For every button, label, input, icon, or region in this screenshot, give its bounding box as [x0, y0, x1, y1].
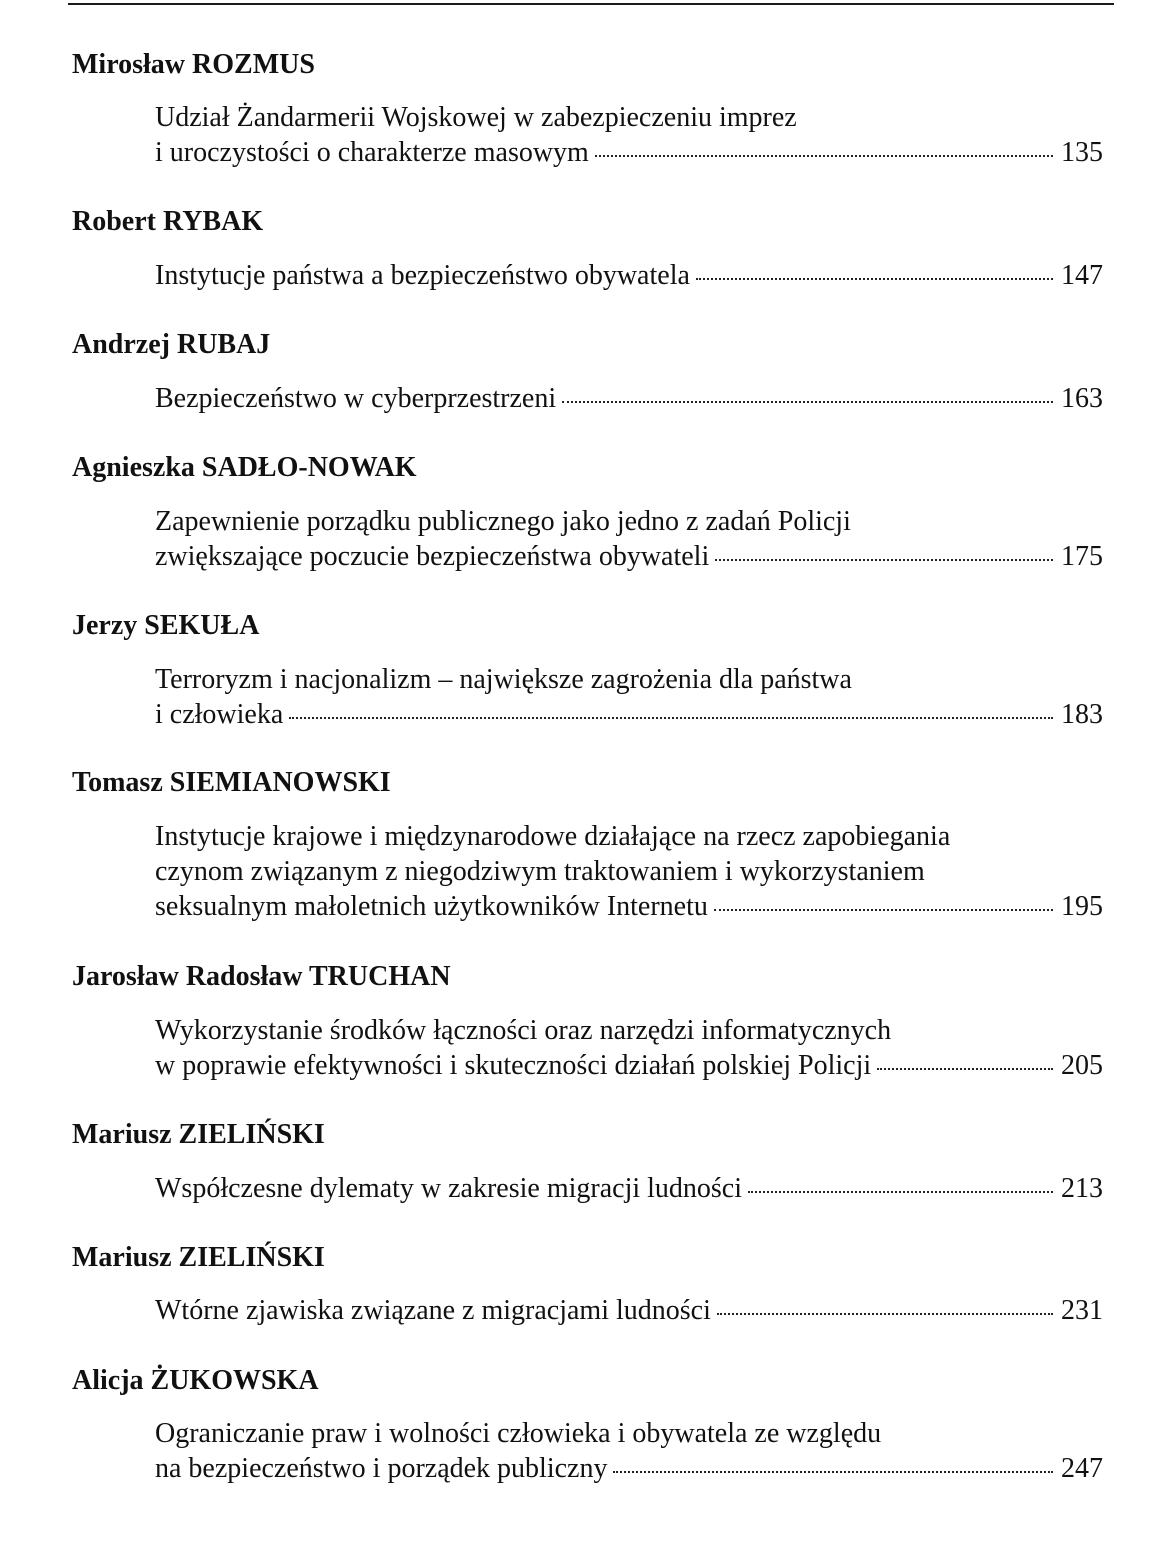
- entry-title-line: zwiększające poczucie bezpieczeństwa obywateli: [155, 541, 710, 572]
- dot-leader: [748, 1169, 1053, 1193]
- entry-author: Tomasz SIEMIANOWSKI: [72, 767, 391, 798]
- entry-author: Mariusz ZIELIŃSKI: [72, 1119, 325, 1150]
- entry-title-line: Bezpieczeństwo w cyberprzestrzeni: [155, 383, 557, 414]
- entry-author: Alicja ŻUKOWSKA: [72, 1365, 319, 1396]
- entry-title: [155, 1293, 1103, 1328]
- dot-leader: [696, 256, 1053, 280]
- entry-title: [155, 504, 1103, 574]
- dot-leader: [877, 1046, 1053, 1070]
- entry-title-last-line: [155, 258, 1103, 293]
- entry-title-line: czynom związanym z niegodziwym traktowaniem i wykorzystaniem: [155, 856, 925, 887]
- entry-author: Mirosław ROZMUS: [72, 49, 315, 80]
- entry-title-line: Wykorzystanie środków łączności oraz narzędzi informatycznych: [155, 1015, 892, 1046]
- entry-title: [155, 258, 1103, 293]
- entry-title-line: Instytucje państwa a bezpieczeństwo obywatela: [155, 260, 690, 291]
- top-rule: [68, 3, 1114, 5]
- entry-title: [155, 100, 1103, 170]
- entry-title: [155, 381, 1103, 416]
- entry-title: [155, 1171, 1103, 1206]
- entry-page-number: 247: [1061, 1453, 1103, 1484]
- entry-title-last-line: [155, 697, 1103, 732]
- entry-page-number: 183: [1061, 699, 1103, 730]
- entry-title-last-line: [155, 1048, 1103, 1083]
- entry-page-number: 163: [1061, 383, 1103, 414]
- entry-title: [155, 819, 1103, 924]
- entry-title-line: Instytucje krajowe i międzynarodowe działające na rzecz zapobiegania: [155, 821, 951, 852]
- entry-page-number: 213: [1061, 1173, 1103, 1204]
- entry-title: [155, 662, 1103, 732]
- entry-author: Jerzy SEKUŁA: [72, 610, 260, 641]
- entry-author: Robert RYBAK: [72, 206, 264, 237]
- dot-leader: [595, 133, 1053, 157]
- entry-title-last-line: [155, 1171, 1103, 1206]
- entry-title-line: Udział Żandarmerii Wojskowej w zabezpieczeniu imprez: [155, 102, 797, 133]
- entry-page-number: 147: [1061, 260, 1103, 291]
- dot-leader: [714, 887, 1053, 911]
- entry-author: Jarosław Radosław TRUCHAN: [72, 961, 451, 992]
- entry-author: Mariusz ZIELIŃSKI: [72, 1242, 325, 1273]
- entry-title: [155, 1013, 1103, 1083]
- dot-leader: [715, 537, 1053, 561]
- entry-page-number: 135: [1061, 137, 1103, 168]
- entry-title-last-line: [155, 381, 1103, 416]
- entry-title-line: Terroryzm i nacjonalizm – największe zagrożenia dla państwa: [155, 664, 852, 695]
- entry-title-line: w poprawie efektywności i skuteczności działań polskiej Policji: [155, 1050, 872, 1081]
- dot-leader: [289, 695, 1053, 719]
- dot-leader: [717, 1291, 1053, 1315]
- entry-title-line: Zapewnienie porządku publicznego jako jedno z zadań Policji: [155, 506, 851, 537]
- entry-page-number: 175: [1061, 541, 1103, 572]
- entry-title-line: Wtórne zjawiska związane z migracjami ludności: [155, 1295, 711, 1326]
- entry-title-line: i uroczystości o charakterze masowym: [155, 137, 589, 168]
- entry-page-number: 205: [1061, 1050, 1103, 1081]
- entry-author: Agnieszka SADŁO-NOWAK: [72, 452, 417, 483]
- entry-title-last-line: [155, 1293, 1103, 1328]
- entry-page-number: 195: [1061, 891, 1103, 922]
- dot-leader: [613, 1449, 1053, 1473]
- entry-title-last-line: [155, 135, 1103, 170]
- entry-title-line: Współczesne dylematy w zakresie migracji ludności: [155, 1173, 743, 1204]
- entry-title-last-line: [155, 889, 1103, 924]
- entry-title-last-line: [155, 1451, 1103, 1486]
- entry-title: [155, 1416, 1103, 1486]
- entry-title-line: Ograniczanie praw i wolności człowieka i obywatela ze względu: [155, 1418, 882, 1449]
- entry-title-line: i człowieka: [155, 699, 284, 730]
- entry-page-number: 231: [1061, 1295, 1103, 1326]
- entry-title-line: seksualnym małoletnich użytkowników Internetu: [155, 891, 708, 922]
- entry-author: Andrzej RUBAJ: [72, 329, 271, 360]
- dot-leader: [562, 379, 1053, 403]
- entry-title-last-line: [155, 539, 1103, 574]
- entry-title-line: na bezpieczeństwo i porządek publiczny: [155, 1453, 608, 1484]
